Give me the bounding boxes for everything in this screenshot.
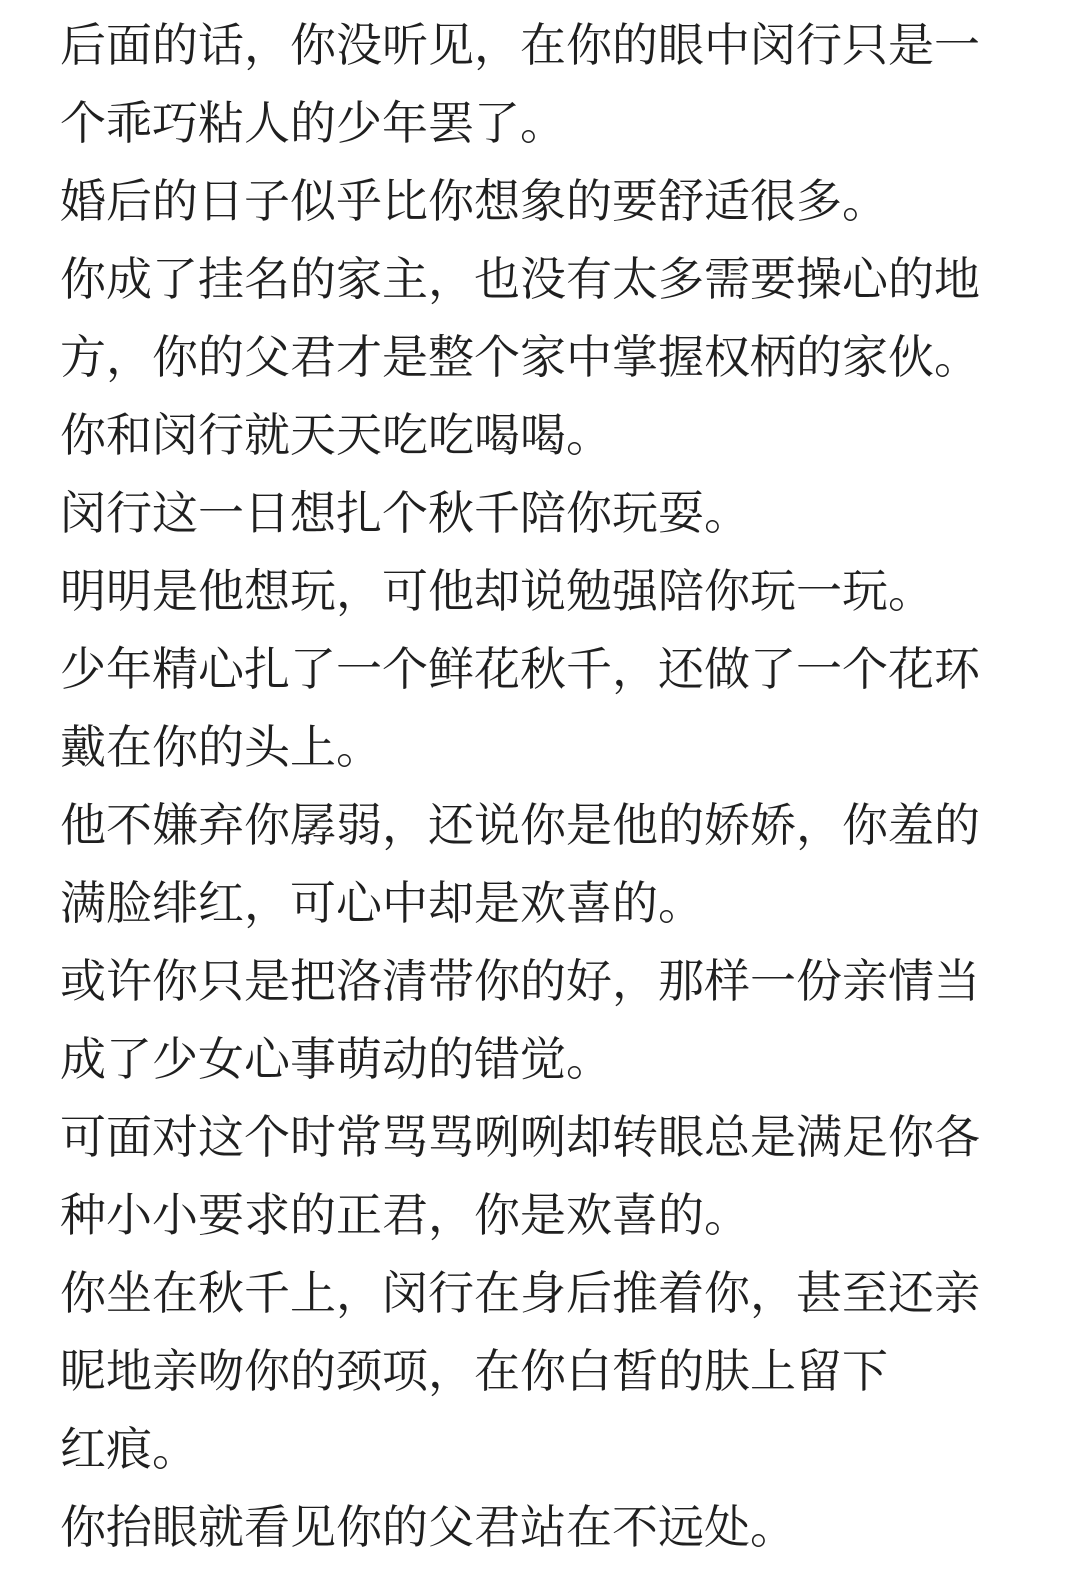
text-line: 红痕。	[60, 1422, 198, 1476]
text-line: 闵行这一日想扎个秋千陪你玩耍。	[60, 486, 750, 540]
text-line: 满脸绯红，可心中却是欢喜的。	[60, 876, 704, 930]
text-line: 昵地亲吻你的颈项，在你白皙的肤上留下	[60, 1344, 888, 1398]
text-line: 戴在你的头上。	[60, 720, 382, 774]
text-line: 你坐在秋千上，闵行在身后推着你，甚至还亲	[60, 1266, 980, 1320]
story-text	[60, 6, 1020, 1566]
text-line: 后面的话，你没听见，在你的眼中闵行只是一	[60, 18, 980, 72]
text-line: 明明是他想玩，可他却说勉强陪你玩一玩。	[60, 564, 934, 618]
text-line: 少年精心扎了一个鲜花秋千，还做了一个花环	[60, 642, 980, 696]
text-line: 成了少女心事萌动的错觉。	[60, 1032, 612, 1086]
text-line: 种小小要求的正君，你是欢喜的。	[60, 1188, 750, 1242]
text-line: 你和闵行就天天吃吃喝喝。	[60, 408, 612, 462]
text-line: 他不嫌弃你孱弱，还说你是他的娇娇，你羞的	[60, 798, 980, 852]
text-line: 或许你只是把洛清带你的好，那样一份亲情当	[60, 954, 980, 1008]
text-line: 你成了挂名的家主，也没有太多需要操心的地	[60, 252, 980, 306]
text-line: 可面对这个时常骂骂咧咧却转眼总是满足你各	[60, 1110, 980, 1164]
text-line: 方，你的父君才是整个家中掌握权柄的家伙。	[60, 330, 980, 384]
text-line: 你抬眼就看见你的父君站在不远处。	[60, 1500, 796, 1554]
text-line: 婚后的日子似乎比你想象的要舒适很多。	[60, 174, 888, 228]
text-line: 个乖巧粘人的少年罢了。	[60, 96, 566, 150]
